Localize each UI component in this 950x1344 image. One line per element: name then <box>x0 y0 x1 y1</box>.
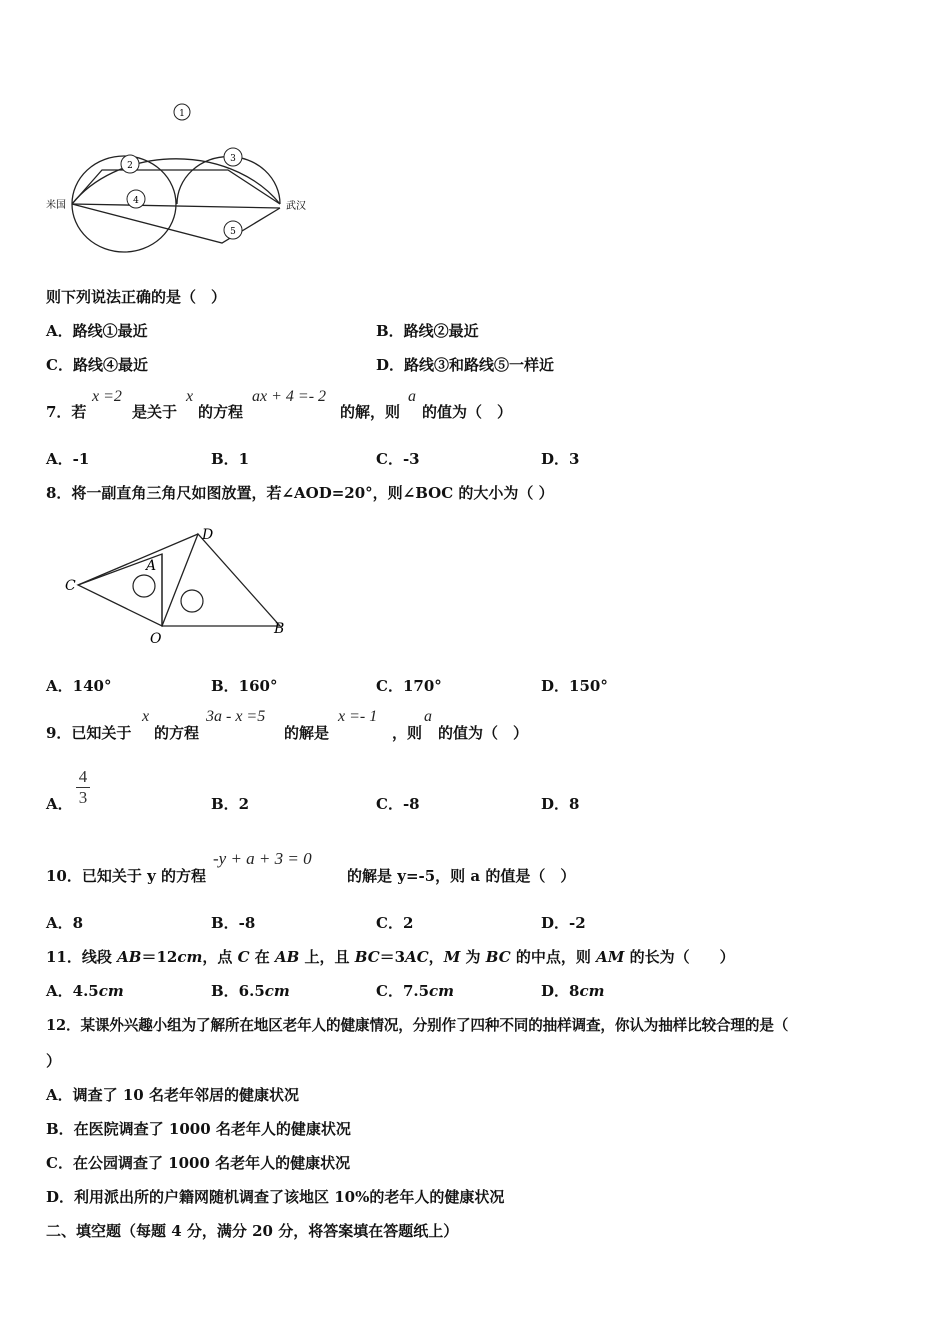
q10-option-c: C．2 <box>376 914 414 932</box>
q11-t2: ＝12 <box>141 948 178 966</box>
q9-text-equation: 的方程 <box>154 724 200 742</box>
q9-option-b: B．2 <box>211 795 250 813</box>
q9-text-solution: 的解是 <box>284 724 330 742</box>
q7-math-a: a <box>408 388 416 405</box>
q12-stem-line2: ） <box>46 1052 62 1070</box>
q6-option-d: D．路线③和路线⑤一样近 <box>376 356 555 374</box>
q10-math-equation <box>213 849 312 869</box>
q11-stem <box>46 946 735 967</box>
q11-option-a: A．4.5cm <box>46 982 124 1000</box>
q8-stem: 8．将一副直角三角尺如图放置，若∠AOD=20°，则∠BOC 的大小为（ ） <box>46 484 554 502</box>
q12-stem-line1: 12．某课外兴趣小组为了解所在地区老年人的健康情况，分别作了四种不同的抽样调查，你认为抽样比较合理的是（ <box>46 1017 789 1034</box>
triangle-hole-left <box>133 575 155 597</box>
q10-option-a: A．8 <box>46 914 84 932</box>
q7-option-c: C．-3 <box>376 450 420 468</box>
label-a: A <box>146 558 157 574</box>
q12-option-c: C．在公园调查了 1000 名老年人的健康状况 <box>46 1154 351 1172</box>
q10-suffix: 的解是 y=-5，则 a 的值是（ ） <box>347 867 576 885</box>
q10-option-d: D．-2 <box>541 914 586 932</box>
label-d: D <box>202 527 214 543</box>
q9-math-x-value: x =- 1 <box>338 708 378 725</box>
q11-t1: 11．线段 <box>46 948 118 966</box>
q11-segment-am: AM <box>596 948 625 966</box>
route-number-5: 5 <box>230 227 236 237</box>
q11-t6: ＝3 <box>379 948 406 966</box>
q7-prefix: 7．若 <box>46 403 87 421</box>
fraction-numerator: 4 <box>78 767 88 786</box>
q7-text-solution: 的解，则 <box>340 403 401 421</box>
q11-point-c: C <box>237 948 250 966</box>
route-figure <box>40 98 330 258</box>
q12-option-d: D．利用派出所的户籍网随机调查了该地区 10%的老年人的健康状况 <box>46 1188 505 1206</box>
q11-t7: ， <box>428 948 444 966</box>
q11-t10: 的长为（ ） <box>624 948 735 966</box>
q6-stem: 则下列说法正确的是（ ） <box>46 288 227 306</box>
q9-math-equation: 3a - x =5 <box>206 708 266 725</box>
label-c: C <box>65 578 76 594</box>
q8-option-d: D．150° <box>541 677 608 695</box>
triangle-hole-right <box>181 590 203 612</box>
route-number-2: 2 <box>127 161 133 171</box>
q6-option-b: B．路线②最近 <box>376 322 479 340</box>
route-start-label: 米国 <box>46 200 66 211</box>
section-2-title: 二、填空题（每题 4 分，满分 20 分，将答案填在答题纸上） <box>46 1222 459 1240</box>
q9-option-d: D．8 <box>541 795 580 813</box>
q9-text-value: 的值为（ ） <box>438 724 529 742</box>
label-b: B <box>274 621 285 637</box>
q7-math-equation: ax + 4 =- 2 <box>252 388 327 405</box>
q8-option-a: A．140° <box>46 677 112 695</box>
q11-segment-ab-2: AB <box>274 948 300 966</box>
q9-text-then: ，则 <box>392 724 423 742</box>
q7-option-d: D．3 <box>541 450 580 468</box>
q7-text-equation: 的方程 <box>198 403 244 421</box>
q11-t8: 为 <box>460 948 486 966</box>
q11-segment-ac: AC <box>405 948 429 966</box>
q11-segment-bc: BC <box>354 948 380 966</box>
triangle-odb <box>162 534 280 626</box>
q11-point-m: M <box>443 948 461 966</box>
q11-t5: 上，且 <box>299 948 355 966</box>
q11-segment-bc-2: BC <box>485 948 511 966</box>
q7-option-b: B．1 <box>211 450 250 468</box>
q11-option-b: B．6.5cm <box>211 982 290 1000</box>
q11-t9: 的中点，则 <box>510 948 597 966</box>
q10-prefix: 10．已知关于 y 的方程 <box>46 867 207 885</box>
q7-option-a: A．-1 <box>46 450 90 468</box>
q6-option-a: A．路线①最近 <box>46 322 148 340</box>
route-number-3: 3 <box>230 154 236 164</box>
q11-option-d: D．8cm <box>541 982 605 1000</box>
q10-option-b: B．-8 <box>211 914 256 932</box>
q9-option-a-label: A． <box>46 795 73 813</box>
q11-t3: ，点 <box>202 948 238 966</box>
q8-option-c: C．170° <box>376 677 442 695</box>
q6-option-c: C．路线④最近 <box>46 356 148 374</box>
route-end-label: 武汉 <box>286 201 306 212</box>
q9-prefix: 9．已知关于 <box>46 724 132 742</box>
q11-option-c: C．7.5cm <box>376 982 455 1000</box>
label-o: O <box>150 631 162 647</box>
q7-text-about: 是关于 <box>132 403 178 421</box>
q9-math-a: a <box>424 708 432 725</box>
q9-math-x: x <box>142 708 150 725</box>
q12-option-a: A．调查了 10 名老年邻居的健康状况 <box>46 1086 299 1104</box>
q10-math-text: -y + a + 3 = 0 <box>213 849 312 868</box>
q11-unit-cm: cm <box>177 948 203 966</box>
q7-math-x-eq-2: x =2 <box>92 388 122 405</box>
q8-option-b: B．160° <box>211 677 278 695</box>
q9-option-a-fraction <box>76 768 90 807</box>
q7-text-value: 的值为（ ） <box>422 403 513 421</box>
q11-t4: 在 <box>249 948 275 966</box>
q9-option-c: C．-8 <box>376 795 420 813</box>
q11-segment-ab: AB <box>117 948 142 966</box>
route-number-4: 4 <box>133 196 139 206</box>
q7-math-x: x <box>186 388 194 405</box>
route-number-1: 1 <box>179 109 185 119</box>
fraction-denominator: 3 <box>78 788 88 807</box>
triangle-figure <box>60 522 300 650</box>
q12-option-b: B．在医院调查了 1000 名老年人的健康状况 <box>46 1120 351 1138</box>
